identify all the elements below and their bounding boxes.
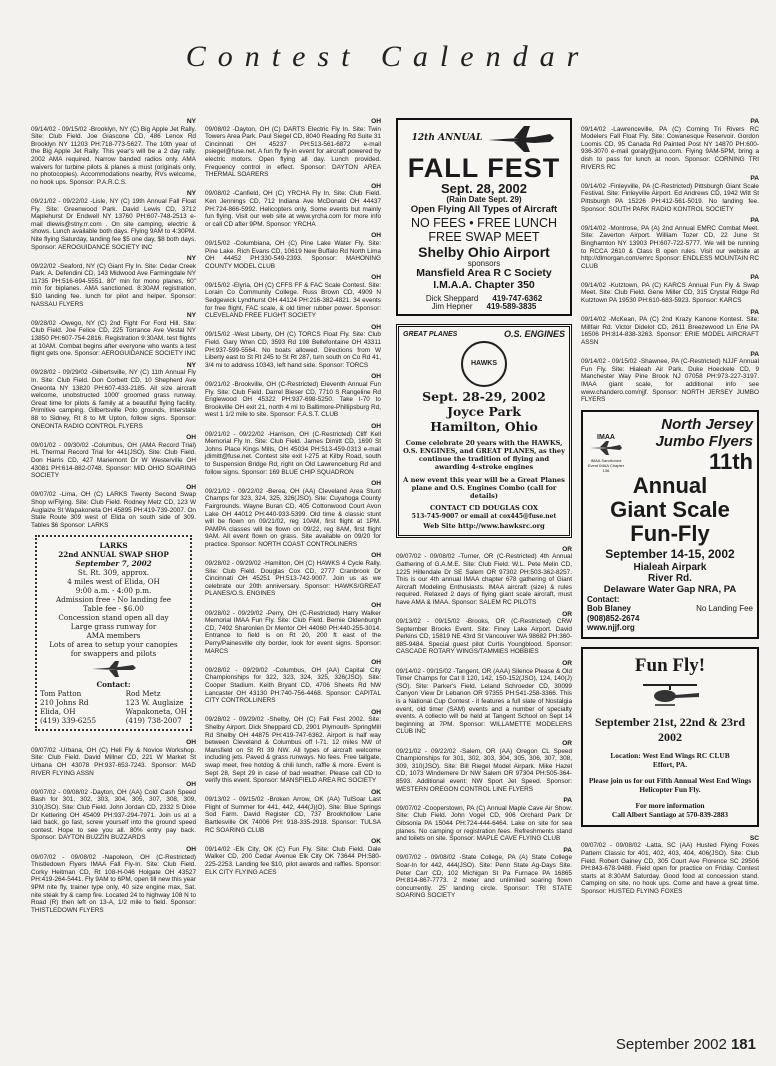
calendar-entry [581, 175, 759, 213]
entry-text: 09/15/02 -West Liberty, OH (C) TORCS Float Fly. Site: Club Field. Gary Wren CD, 3593 Rd 198 Bellefontaine OH 43311 PH:937-599-5564. No boats allowed. Directions from W Liberty east to St Rt 245 to St Rt 287, turn south on Co Rd 41, 3/4 mi to address 10343, left hand side. Sponsor: TORCS [205, 331, 381, 369]
calendar-entry [396, 740, 572, 793]
ad-line: Joyce Park [447, 403, 521, 419]
brand-logo: O.S. ENGINES [503, 329, 565, 340]
calendar-entry [205, 602, 381, 655]
page-footer [616, 1036, 756, 1053]
calendar-entry [396, 660, 572, 736]
entry-text: 09/22/02 -Seaford, NY (C) Giant Fly In. Site: Cedar Creek Park. A. Defendini CD, 143 Midwood Ave Farmingdale NY 11735 PH:516-694-5551. 80" min for mono planes, 60" min for biplanes. AMA sanctioned. 8:30AM registration, $10 landing fee. lunch for pilot and helper. Sponsor: NASSAU FLYERS [31, 262, 196, 308]
calendar-entry [31, 781, 196, 842]
contact-city: Wapakoneta, OH [125, 707, 187, 717]
contact-address: 123 W. Auglaize [125, 698, 184, 708]
entry-text: 09/01/02 - 09/30/02 -Columbus, OH (AMA Record Trial) HL Thermal Record Trial for 441(JSO). Site: Club Field. Don Harris CD, 427 Mariemont Dr W Westerville OH 43081 PH:614-882-0748. Sponsor: MID OHIO SOARING SOCIETY [31, 441, 196, 480]
contact-name: Tom Patton [40, 689, 82, 699]
state-label: OH [186, 846, 196, 853]
airplane-icon [486, 124, 556, 154]
state-label: PA [750, 308, 759, 316]
contact-block [587, 595, 753, 633]
njjf-ad [581, 410, 759, 639]
ad-line: Annual [632, 472, 708, 498]
ad-headline [625, 433, 753, 474]
calendar-entry [31, 312, 196, 358]
calendar-entry [581, 274, 759, 304]
entry-text: 09/07/02 - 09/08/02 -Latta, SC (AA) Husted Flying Foxes Pattern Classic for 401, 402, 403, 404, 406(JSO). Site: Club Field. Robert Gainey CD, 305 Court Ave Florence SC 29506 PH:843-678-9488. Field open for practice on Friday. Contest starts at 8:30AM Saturday. Good food at concession stand. Camping on site, no hook ups. Come and have a great time. Sponsor: HUSTED FLYING FOXES [581, 842, 759, 895]
ad-line: for swappers and pilots [70, 649, 157, 659]
calendar-entry [396, 546, 572, 607]
state-label: OH [371, 659, 381, 667]
airplane-icon [588, 441, 624, 455]
calendar-entry [205, 552, 381, 598]
state-label: PA [750, 274, 759, 282]
badge-label: HAWKS [470, 360, 498, 368]
state-label: PA [750, 217, 759, 225]
entry-text: 09/13/02 - 09/15/02 -Broken Arrow, OK (AA) TulSoar Last Flight of Summer for 441, 442, 444(J)(O). Site: Blue Springs Sod Farm. David Register CD, 737 Brookhollow Lane Bartlesville OK 74006 PH: 918-335-2918. Sponsor: TULSA RC SOARING CLUB [205, 796, 381, 834]
entry-text: 09/07/02 - 09/08/02 -Dayton, OH (AA) Cold Cash Speed Bash for 301, 302, 303, 304, 305, 307, 308, 309, 310(JSO). Site: Club Field. John Jordan CD, 2332 S Dixie Dr Kettering OH 45409 PH:937-294-7971. Join us at a laid back, go fast, screw yourself into the ground speed contest. Hope to see you all. 80% entry pay back. Sponsor: DAYTON BUZZIN BUZZARDS [31, 788, 196, 842]
ad-line: Admission free - No landing fee [55, 595, 172, 605]
entry-text: 09/07/02 -Urbana, OH (C) Heli Fly & Novice Workshop. Site: Club Field. David Millner CD, 221 W Market St Urbana OH 43078 PH:937-653-7243. Sponsor: MAD RIVER FLYING ASSN [31, 746, 196, 777]
calendar-entry [205, 789, 381, 835]
ad-line: Come celebrate 20 years with the HAWKS, O.S. ENGINES, and GREAT PLANES, as they continue the tradition of flying and awarding 4-stroke engines [403, 438, 565, 471]
entry-text: 09/15/02 -Columbiana, OH (C) Pine Lake Water Fly. Site: Pine Lake. Rich Evans CD, 10619 New Buffalo Rd North Lima OH 44452 PH:330-549-2393. Sponsor: MAHONING COUNTY MODEL CLUB [205, 239, 381, 270]
ad-line: Large grass runway for [70, 622, 157, 632]
logo-small: IMAA Sanctioned Event IMAA Chapter 136 [587, 457, 625, 473]
contacts [40, 689, 187, 725]
contact-row [587, 604, 753, 614]
calendar-entry [31, 434, 196, 480]
helicopter-icon [637, 681, 703, 709]
state-label: NY [186, 361, 196, 369]
contact-label: Contact: [587, 594, 620, 604]
calendar-entry [205, 659, 381, 705]
state-label: OH [371, 708, 381, 716]
ad-line: Shelby Ohio Airport [418, 243, 550, 260]
ad-line: 4 miles west of Elida, OH [67, 577, 160, 587]
state-label: OR [562, 610, 572, 618]
column-1 [31, 118, 196, 1038]
larks-swap-shop-ad [35, 535, 192, 731]
calendar-entry [205, 373, 381, 419]
ad-line: Contact: [96, 680, 131, 690]
state-label: SC [749, 834, 759, 842]
state-label: OH [371, 232, 381, 240]
ad-line: North Jersey [661, 415, 753, 433]
contact-name: Rod Metz [125, 689, 161, 699]
entry-text: 09/14/02 - 09/15/02 -Brooklyn, NY (C) Big Apple Jet Rally. Site: Club Field. Joe Giascone CD, 486 Lenox Rd Brooklyn NY 11203 PH:718-773-5627. The 10th year of the Big Apple Jet Rally. This year's will be a 2 day rally. 2002 AMA required. Narrow banded radios only. AMA waivers for turbine pilots & planes a must (originals only, no photocopies). Accommodations nearby, RVs welcome, no hook ups. Sponsor: P.A.R.C.S. [31, 125, 196, 186]
page-title: Contest Calendar [185, 40, 591, 73]
entry-text: 09/07/02 - 09/08/02 -Turner, OR (C-Restricted) 4th Annual Gathering of G.A.M.E. Site: Club Field. W.L. Pete Melin CD, 1225 Hillendale Dr SE Salem OR 97302 PH:503-362-8257. This is our 4th annual IMAA chapter 678 gathering of Giant Aircraft Modeling Enthusiasts. IMAA aircraft (size) & rules required. Relaxed 2 days of flying giant scale aircraft, must have AMA & IMAA. Sponsor: SALEM RC PILOTS [396, 553, 572, 606]
state-label: OH [371, 480, 381, 488]
ad-line: LARKS [99, 541, 128, 551]
hawks-rally-ad [396, 324, 572, 537]
entry-text: 09/28/02 - 09/29/02 -Perry, OH (C-Restricted) Harry Walker Memorial IMAA Fun Fly. Site: Club Field. Bernie Oldenburgh CD, 7492 Sharonlen Dr Mentor OH 44060 PH:440-255-3014. Entrance to field is on Rt 20, 200 ft east of the Perry/Painesville city border, look for event signs. Sponsor: MARCS [205, 609, 381, 655]
column-2 [205, 118, 381, 1038]
hawks-badge-icon [461, 341, 507, 387]
fee-note: No Landing Fee [696, 604, 753, 614]
contact-name: Dick Sheppard [425, 294, 479, 304]
ad-line: Sept. 28-29, 2002 [422, 388, 546, 404]
imaa-logo-icon [587, 434, 625, 473]
column-3 [396, 118, 572, 1038]
entry-text: 09/28/02 - 09/29/02 -Hamilton, OH (C) HAWKS 4 Cycle Rally. Site: Club Field. Douglas Cox CD, 2777 Cranbrook Dr Cincinnati OH 45251 PH:513-742-9007. Join us as we celebrate our 20th anniversary. Sponsor: HAWKS/GREAT PLANES/O.S. ENGINES [205, 560, 381, 598]
entry-text: 09/28/02 - 09/29/02 -Gilbertsville, NY (C) 11th Annual Fly In. Site: Club Field. Don Corbett CD, 10 Shepherd Ave Oneonta NY 13820 PH:607-433-2185. All size aircraft welcome, unobstructed 1000' groomed grass runway. Great time for pilots & family at a beautiful flying facility. Primitive camping. Gilbertsville Polo grounds, Interstate 88 to Sidney, Rt 8 to Mt Upton, follow signs. Sponsor: ONEONTA RADIO CONTROL FLYERS [31, 369, 196, 430]
calendar-entry [396, 611, 572, 657]
ad-line: Table fee - $6.00 [83, 604, 144, 614]
calendar-entry [581, 309, 759, 347]
state-label: PA [750, 175, 759, 183]
ad-line: September 21st, 22nd & 23rd 2002 [594, 714, 746, 744]
contact-city: Elida, OH [40, 707, 76, 717]
entry-text: 09/07/02 - 09/08/02 -Napoleon, OH (C-Restricted) Thistledown Flyers IMAA Fall Fly-In. Site: Club Field. Corky Heitman CD, Rt 108-H-046 Holgate OH 43527 PH:419-264-5441. Fly 9AM to 6PM, open till new this year 9PM nite fly, trainer type only, 40 size engine max, Sat. nite steak fry & camp fire. Located 24 to highway 108 N to Road (R) then left on 13-A, 1/2 mile to field. Sponsor: THISTLEDOWN FLYERS [31, 853, 196, 914]
entry-text: 09/21/02 - 09/22/02 -Berea, OH (AA) Cleveland Area Stunt Champs for 323, 324, 325, 326(JSO). Site: Cuyahoga County Fairgrounds. Wayne Buran CD, 405 Cottonwood Court Avon Lake OH 44012 PH:440-933-5399. Old time & classic stunt will be flown on 09/21/02, reg 10AM, first flight at 1PM. PAMPA classes will be flown on 09/22, reg 8AM, first flight 9AM. All event flown on grass. Site available on 09/20 for practice. Sponsor: NORTH COAST CONTROLINERS [205, 487, 381, 548]
calendar-entry [581, 835, 759, 896]
calendar-entry [31, 190, 196, 251]
state-label: PA [563, 846, 572, 854]
ad-line: Web Site http://www.hawksrc.org [423, 522, 545, 531]
ad-line: Location: West End Wings RC CLUB [610, 750, 730, 760]
ad-line: NO FEES • FREE LUNCH [410, 215, 558, 230]
ad-line: River Rd. [648, 572, 692, 584]
contact-address: 210 Johns Rd [40, 698, 89, 708]
ad-line: Concession stand open all day [58, 613, 169, 623]
brand-logo: GREAT PLANES [403, 331, 458, 339]
calendar-entry [31, 739, 196, 777]
state-label: NY [186, 118, 196, 125]
ad-line: September 14-15, 2002 [605, 546, 735, 561]
ad-line: A new event this year will be a Great Planes plane and O.S. Engines Combo (call for details) [403, 475, 565, 500]
calendar-entry [205, 423, 381, 476]
contact-phone: (908)852-2674 [587, 613, 640, 623]
state-label: OH [371, 323, 381, 331]
contact-row [402, 303, 566, 311]
state-label: OK [371, 838, 381, 846]
entry-text: 09/14/02 -McKean, PA (C) 2nd Krazy Kanone Kontest. Site: Millfair Rd. Victor Didelot CD, 2611 Breezewood Ln Erie PA 16506 PH:814-838-3263. Sponsor: ERIE MODEL AIRCRAFT ASSN [581, 316, 759, 347]
ad-title: Fun Fly! [634, 654, 706, 676]
ad-line: Jumbo Flyers [655, 432, 753, 450]
ad-line: AMA members [86, 631, 141, 641]
calendar-entry [31, 255, 196, 308]
state-label: OR [562, 545, 572, 553]
contact-1 [40, 689, 96, 725]
ad-line: 12th ANNUAL [411, 133, 483, 144]
entry-text: 09/14/02 -Montrose, PA (A) 2nd Annual EMRC Combat Meet. Site: Zaverton Airport. William Tozer CD, 22 June St Binghamton NY 13903 PH:607-722-5777. We will be running to RCCA 2610 & Class B open rules. Visit our website at http://dlmorgan.com/emrc Sponsor: ENDLESS MOUNTAIN RC CLUB [581, 224, 759, 270]
fall-fest-ad [396, 118, 572, 316]
ad-header [402, 124, 566, 154]
ad-header [403, 331, 565, 339]
ad-line: 22nd ANNUAL SWAP SHOP [58, 550, 169, 560]
state-label: NY [186, 312, 196, 320]
ad-line: Open Flying All Types of Aircraft [410, 203, 558, 215]
ad-line: Effort, PA. [652, 759, 688, 769]
ad-line: St. Rt. 309, approx. [77, 568, 150, 578]
state-label: OH [371, 602, 381, 610]
entry-text: 09/21/02 - 09/22/02 -Salem, OR (AA) Oregon CL Speed Championships for 301, 302, 303, 304, 305, 306, 307, 308, 309, 310(JSO). Site: Bill Riegel Model Airpark. Mike Hazel CD, 1073 Windemere Dr NW Salem OR 97304 PH:505-364-8593. Additional event: NW Sport Jet Speed. Sponsor: WESTERN OREGON CONTROL LINE FLYERS [396, 747, 572, 793]
ad-line: 9:00 a.m. - 4:00 p.m. [75, 586, 152, 596]
ad-line: 11th [708, 448, 753, 474]
calendar-entry [31, 484, 196, 530]
state-label: OR [562, 740, 572, 747]
ad-line: Delaware Water Gap NRA, PA [603, 583, 737, 595]
entry-text: 09/14/02 - 09/15/02 -Tangent, OR (AAA) Silence Please & Old Timer Champs for Cat II 120, 142, 150-152(JSO), 124, 140(J)(SO). Site: Parker's Field. Leland Schroeder CD, 30099 Canyon View Dr Lebanon OR 97355 PH:541-258-3366. This is a National Cup Contest - it features a full slate of Nostalgia event, old timer (SAM) events and a number of specialty events. A collecto will be held at Tangent School on Sept 14 beginning at 7PM. Sponsor: WILLAMETTE MODELERS CLUB INC [396, 667, 572, 736]
entry-text: 09/14/02 -Lawrenceville, PA (C) Corning Tri Rivers RC Modelers Fall Float Fly. Site: Cowanesque Reservoir. Gordon Loomis CD, 95 Canada Rd Painted Post NY 14870 PH:600-936-3070 e-mail goraly@juno.com. Flying 9AM-5PM, bring a dish to pass for lunch at noon. Sponsor: CORNING TRI RIVERS RC [581, 125, 759, 171]
state-label: OH [371, 118, 381, 125]
state-label: OH [371, 274, 381, 282]
entry-text: 09/28/02 -Owego, NY (C) 2nd Fight For Ford Hill. Site: Club Field. Joe Felice CD, 225 Torrance Ave Vestal NY 13850 PH:607-754-2816. Registration 9:30AM, test flights at 10AM. Combat begins after everyone who wants a test flight gets one. Sponsor: AEROGUIDANCE SOCIETY INC [31, 319, 196, 358]
calendar-entry [205, 838, 381, 876]
state-label: OR [562, 660, 572, 668]
entry-text: 09/28/02 - 09/29/02 -Columbus, OH (AA) Capital City Championships for 322, 323, 324, 325, 326(JSO). Site: Cooper Stadium. Keith Bryant CD, 4706 Sheets Rd NW Lancaster OH 43130 PH:740-756-4468. Sponsor: CAPITAL CITY CONTROLLINERS [205, 666, 381, 705]
logo-label: IMAA [597, 433, 615, 441]
entry-text: 09/07/02 - 09/08/02 -State College, PA (A) State College Soar-In for 442, 444(JSO). Site: Penn State Ag-Days Site. Peter Carr CD, 102 Michigan St Pa Furnace PA 16865 PH:814-867-7773. 2 meter and unlimited soaring flown concurrently. 25' landing circle. Sponsor: TRI STATE SOARING SOCIETY [396, 854, 572, 900]
listing-group [581, 835, 759, 896]
state-label: OH [371, 182, 381, 190]
listing-group [31, 739, 196, 914]
state-label: OH [371, 422, 381, 430]
ad-line: I.M.A.A. Chapter 350 [433, 279, 535, 292]
ad-title: FALL FEST [407, 153, 561, 183]
ad-line: Mansfield Area R C Society [416, 267, 552, 280]
calendar-entry [205, 324, 381, 370]
contact-phone: (419) 738-2007 [125, 716, 182, 726]
calendar-entry [205, 274, 381, 320]
calendar-entry [205, 183, 381, 229]
state-label: OH [371, 373, 381, 381]
state-label: OH [186, 739, 196, 747]
calendar-entry [581, 118, 759, 171]
calendar-entry [205, 480, 381, 548]
listing-group [396, 546, 572, 900]
entry-text: 09/14/02 -Kutztown, PA (C) KARCS Annual Fun Fly & Swap Meet. Site: Club Field. Gene Miller CD, 315 Crystal Ridge Rd Kutztown PA 19530 PH:610-683-5923. Sponsor: KARCS [581, 281, 759, 305]
ad-header [587, 433, 753, 474]
ad-line: Hialeah Airpark [633, 561, 707, 573]
contact-name: Bob Blaney [587, 604, 632, 614]
entry-text: 09/21/02 - 09/22/02 -Lisle, NY (C) 19th Annual Fall Float Fly. Site: Greenwood Park. David Lewis CD, 3712 Maplehurst Dr Endwell NY 13760 PH:607-748-2513 e-mail dlewis@stny.rr.com . On site camping, electric & shows. Lunch available both days. Flying 9AM to 4:30PM. Nite flying Saturday, landing fee $5 one day, $8 both days. Sponsor: AEROGUIDANCE SOCIETY INC [31, 197, 196, 251]
ad-line: September 7, 2002 [75, 559, 152, 569]
entry-text: 09/07/02 -Cooperstown, PA (C) Annual Maple Cave Air Show. Site: Club Field. John Vogel CD, 906 Orchard Park Dr Gibsonia PA 15044 PH:724-444-6464. Lake on site for sea planes. No camping or registration fees. Refreshments stand and toilets on site. Sponsor: MAPLE CAVE FLYING CLUB [396, 804, 572, 843]
state-label: PA [563, 797, 572, 805]
entry-text: 09/15/02 -Elyria, OH (C) CFFS FF & FAC Scale Contest. Site: Lorain Co Community College. Russ Brown CD, 4909 N Sedgewick Lyndhurst OH 44124 PH:216-382-4821. 34 events for free flight, FAC scale, & old timer rubber power. Sponsor: CLEVELAND FREE FLIGHT SOCIETY [205, 281, 381, 320]
ad-line: 513-745-9007 or email at cox445@fuse.net [411, 512, 557, 520]
ad-line: For more information [635, 800, 705, 810]
listing-group [31, 118, 196, 529]
state-label: PA [750, 118, 759, 125]
ad-line: (Rain Date Sept. 29) [446, 195, 522, 204]
fun-fly-ad [581, 647, 759, 827]
calendar-entry [581, 217, 759, 270]
calendar-entry [205, 232, 381, 270]
column-4 [581, 118, 759, 1038]
state-label: OH [186, 781, 196, 789]
contact-phone: 419-747-6362 [492, 294, 543, 304]
ad-line: Giant Scale [610, 496, 730, 522]
ad-line: CONTACT CD DOUGLAS COX [429, 503, 539, 512]
entry-text: 09/21/02 -Brookville, OH (C-Restricted) Eleventh Annual Fun Fly. Site: Club Field. Darrel Bieser CD, 7710 S Rangeline Rd Englewood OH 45322 PH:937-698-5250. Take I-70 to Brookville OH exit 21, north 4 mi to Baltimore-Phillipsburg Rd, west 1 1/2 mile to site. Sponsor: F.A.S.T. CLUB [205, 381, 381, 419]
page-number: 181 [730, 1036, 756, 1053]
ad-line: Sept. 28, 2002 [441, 181, 527, 196]
ad-line: Hamilton, Ohio [430, 418, 538, 434]
entry-text: 09/08/02 -Canfield, OH (C) YRCHA Fly In. Site: Club Field. Ken Jennings CD, 712 Indiana Ave McDonald OH 44437 PH:724-866-5992. Helicopters only. Some events but mainly fun flying. Visit our web site at www.yrcha.com for more info or call CD after 9PM. Sponsor: YRCHA [205, 190, 381, 228]
calendar-entry [396, 797, 572, 843]
footer-month: September 2002 [615, 1036, 727, 1053]
state-label: PA [750, 350, 759, 358]
state-label: OH [186, 483, 196, 491]
calendar-entry [31, 362, 196, 430]
state-label: OK [371, 788, 381, 796]
contact-phone: (419) 339-6255 [40, 716, 97, 726]
calendar-entry [205, 709, 381, 785]
contact-name: Jim Hepner [431, 301, 473, 311]
contact-phone: 419-589-3835 [486, 301, 537, 311]
entry-text: 09/21/02 - 09/22/02 -Harrison, OH (C-Restricted) Cliff Kell Memorial Fly In. Site: Club Field. James Dimitt CD, 1690 St Johns Place Kings Mills, OH 45034 PH:513-459-0313 e-mail jdimitt@fuse.net. Contest site exit I-275 at Kilby Road, south to Suspension Bridge Rd, right on Old Lawrenceburg Rd and follow signs. Sponsor: 169 BLUE CHIP SQUADRON [205, 430, 381, 476]
entry-text: 09/14/02 -Elk City, OK (C) Fun Fly. Site: Club Field. Dale Walker CD, 200 Cedar Avenue Elk City OK 73644 PH:580-225-2253. Landing fee $10, pilot awards and raffles. Sponsor: ELK CITY FLYING ACES [205, 845, 381, 876]
website: www.njjf.org [587, 623, 635, 633]
state-label: OH [186, 434, 196, 442]
listing-group [581, 118, 759, 404]
state-label: NY [186, 190, 196, 198]
calendar-entry [396, 847, 572, 900]
ad-line: Fun-Fly [630, 520, 710, 546]
listing-group [205, 118, 381, 876]
airplane-icon [89, 660, 139, 678]
entry-text: 09/28/02 - 09/29/02 -Shelby, OH (C) Fall Fest 2002. Site: Shelby Airport. Dick Sheppard CD, 2901 Plymouth- SpringMill Rd Shelby OH 44875 PH:419-747-6362. Airport is half way between Cleveland & Columbus off I-71. 12 miles NW of Mansfield on St Rt 39 NW. All types of aircraft welcome including jets. Paved & grass runways. No fees. Free tailgate, swap meet, free hotdog & chili lunch, raffle & more. Event is Sept 28, Sept 29 in case of bad weather. Please call CD to verify this event. Sponsor: MANSFIELD AREA RC SOCIETY [205, 716, 381, 785]
entry-text: 09/07/02 -Lima, OH (C) LARKS Twenty Second Swap Shop w/Flying. Site: Club Field. Rodney Metz CD, 123 W Auglaize St Wapakoneta OH 45895 PH:419-739-2007. On State Route 309 west of Elida on south side of 309. Tables $6 Sponsor: LARKS [31, 491, 196, 529]
calendar-entry [31, 118, 196, 186]
entry-text: 09/13/02 - 09/15/02 -Brooks, OR (C-Restricted) CRW September Brooks Event. Site: Finey Lake Airport. David Perkins CD, 15819 NE 43rd St Vancouver WA 98682 PH:360-885-9484. Special guest pilot Curtis Youngblood. Sponsor: CASCADE ROTARY WINGS/TAMMIES HOBBIES [396, 618, 572, 656]
state-label: OH [371, 552, 381, 560]
ad-line: Call Albert Santiago at 570-839-2883 [611, 809, 729, 819]
ad-line: sponsors [467, 258, 501, 268]
calendar-entry [31, 846, 196, 914]
entry-text: 09/08/02 -Dayton, OH (C) DARTS Electric Fly In. Site: Twin Towers Area Park. Paul Siegel CD, 8040 Reading Rd Suite 31 Cincinnati OH 45237 PH:513-561-6872 e-mail psiegel@fuse.net. A fun fly fly-in event for aircraft powered by electric motors. Open flying all day. Lunch provided. Frequency control in effect. Sponsor: DAYTON AREA THERMAL SOARERS [205, 125, 381, 179]
entry-text: 09/14/02 - 09/15/02 -Shawnee, PA (C-Restricted) NJJF Annual Fun Fly. Site: Hialeah Air Park. Duke Hoeckele CD, 9 Manchester Way Pine Brook NJ 07058 PH:973-227-3197. IMAA giant scale, for additional info see www.chandero.com/njjf. Sponsor: NORTH JERSEY JUMBO FLYERS [581, 358, 759, 404]
contact-row [402, 295, 566, 303]
state-label: NY [186, 255, 196, 263]
entry-text: 09/14/02 -Finleyville, PA (C-Restricted) Pittsburgh Giant Scale Festival. Site: Finleyville Airport. Ed Andrews CD, 1942 Witt St Pittsburgh PA 15226 PH:412-561-5019. No landing fee. Sponsor: SOUTH PARK RADIO KONTROL SOCIETY [581, 182, 759, 213]
calendar-entry [205, 118, 381, 179]
ad-line: FREE SWAP MEET [428, 229, 540, 244]
ad-line: Please join us for out Fifth Annual West End Wings Helicopter Fun Fly. [588, 775, 752, 794]
ad-line: Lots of area to setup your canopies [49, 640, 178, 650]
calendar-entry [581, 351, 759, 404]
contact-2 [126, 689, 187, 725]
